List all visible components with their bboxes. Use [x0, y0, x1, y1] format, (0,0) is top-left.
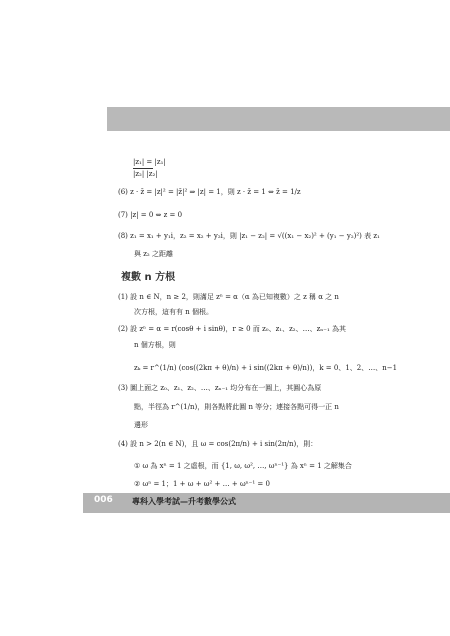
- body-line-2: 次方根，這有有 n 個根。: [134, 308, 213, 316]
- body-line-1: (1) 設 n ∈ N，n ≥ 2，則滿足 zⁿ = α（α 為已知複數）之 z 稱 α 之 n: [118, 293, 339, 301]
- item-8: (8) z₁ = x₁ + y₁i，z₂ = x₂ + y₂i，則 |z₁ − z₂| = √((x₁ − x₂)² + (y₁ − y₂)²) 表 z₁: [118, 232, 380, 240]
- fraction-top: |z₁| = |z₁|: [133, 158, 166, 166]
- item-6: (6) z · z̄ = |z|² = |z̄|² ⇒ |z| = 1，則 z · z̄ = 1 ⇔ z̄ = 1/z: [118, 188, 301, 196]
- body-line-5: zₖ = r^(1/n) (cos((2kπ + θ)/n) + i sin((2kπ + θ)/n))，k = 0、1、2、…、n−1: [134, 364, 398, 372]
- header-band: [107, 107, 450, 131]
- item-8-cont: 與 z₂ 之距離: [134, 250, 173, 258]
- body-line-3: (2) 設 zⁿ = α = r(cosθ + i sinθ)，r ≥ 0 而 z₀、z₁、z₂、…、zₙ₋₁ 為其: [118, 325, 347, 333]
- section-title: 複數 n 方根: [121, 272, 176, 283]
- body-line-8: 邊形: [134, 421, 148, 429]
- body-line-11: ② ωⁿ = 1；1 + ω + ω² + … + ωⁿ⁻¹ = 0: [134, 480, 270, 488]
- fraction-bar: [133, 168, 153, 169]
- body-line-7: 點，半徑為 r^(1/n)，則各點將此圓 n 等分；連接各點可得一正 n: [134, 403, 339, 411]
- body-line-10: ① ω 為 xⁿ = 1 之虛根，而 {1, ω, ω², …, ωⁿ⁻¹} 為 xⁿ = 1 之解集合: [134, 462, 352, 470]
- body-line-9: (4) 設 n > 2(n ∈ N)，且 ω = cos(2π/n) + i sin(2π/n)，則：: [118, 440, 318, 448]
- item-7: (7) |z| = 0 ⇔ z = 0: [118, 211, 183, 219]
- footer-title: 專科入學考試—升考數學公式: [132, 497, 236, 506]
- fraction-bottom: |z₂| |z₂|: [133, 170, 158, 178]
- fraction-equation: [133, 158, 166, 179]
- page-number: 006: [94, 495, 113, 505]
- body-line-4: n 個方根，則: [134, 341, 176, 349]
- body-line-6: (3) 圖上面之 z₀、z₁、z₂、…、zₙ₋₁ 均分布在一圓上，其圓心為原: [118, 384, 322, 392]
